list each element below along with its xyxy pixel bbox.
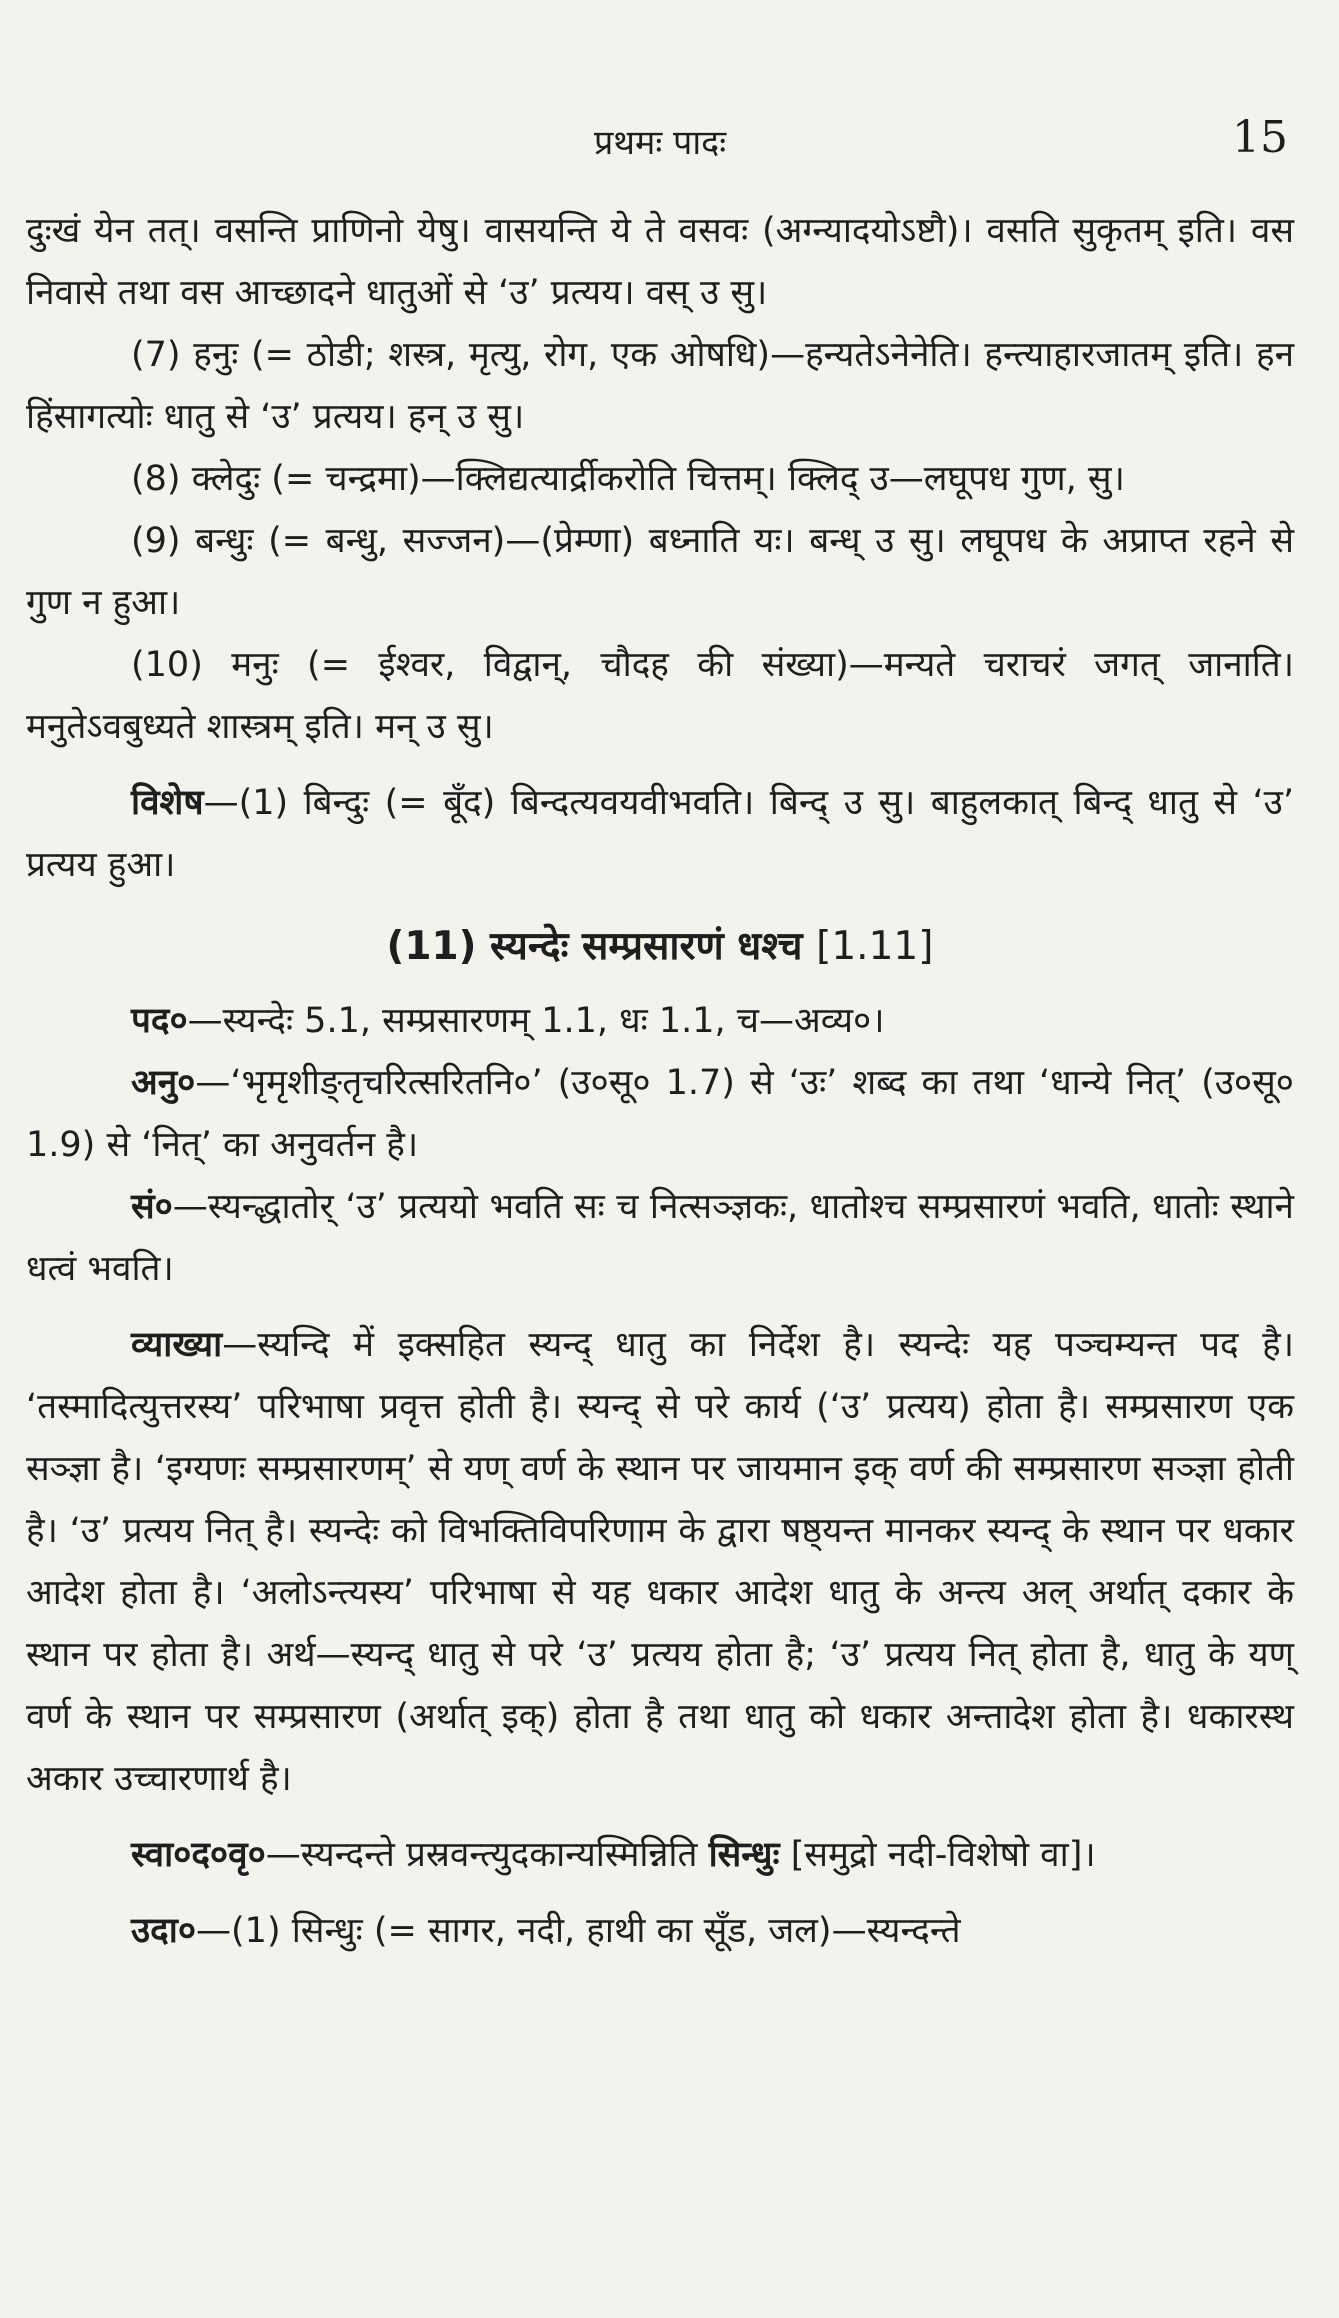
pada-label: पद० [131, 1001, 188, 1041]
svo-text-b: [समुद्रो नदी-विशेषो वा]। [779, 1835, 1096, 1875]
sam-label: सं० [131, 1187, 173, 1227]
svo-bold-word: सिन्धुः [708, 1835, 780, 1875]
vyakhya-text: —स्यन्दि में इक्सहित स्यन्द् धातु का निर्देश है। स्यन्देः यह पञ्चम्यन्त पद है। ‘तस्मादित्युत्तरस्य’ परिभाषा प्रवृत्त होती है। स्यन्द् से परे कार्य (‘उ’ प्रत्यय) होता है। सम्प्रसारण एक सञ्ज्ञा है। ‘इग्यणः सम्प्रसारणम्’ से यण् वर्ण के स्थान पर जायमान इक् वर्ण की सम्प्रसारण सञ्ज्ञा होती है। ‘उ’ प्रत्यय नित् है। स्यन्देः को विभक्तिविपरिणाम के द्वारा षष्ठ्यन्त मानकर स्यन्द् के स्थान पर धकार आदेश होता है। ‘अलोऽन्त्यस्य’ परिभाषा से यह धकार आदेश धातु के अन्त्य अल् अर्थात् दकार के स्थान पर होता है। अर्थ—स्यन्द् धातु से परे ‘उ’ प्रत्यय होता है; ‘उ’ प्रत्यय नित् होता है, धातु के यण् वर्ण के स्थान पर सम्प्रसारण (अर्थात् इक्) होता है तथा धातु को धकार अन्तादेश होता है। धकारस्थ अकार उच्चारणार्थ है। [26, 1325, 1294, 1799]
paragraph-svo [26, 1824, 1294, 1886]
paragraph-bandhu: (9) बन्धुः (= बन्धु, सज्जन)—(प्रेम्णा) बध्नाति यः। बन्ध् उ सु। लघूपध के अप्राप्त रहने से गुण न हुआ। [26, 521, 1294, 623]
page-body [26, 200, 1294, 1962]
uda-label: उदा० [131, 1911, 197, 1951]
uda-text: —(1) सिन्धुः (= सागर, नदी, हाथी का सूँड, जल)—स्यन्दन्ते [196, 1911, 961, 1951]
paragraph-1: दुःखं येन तत्। वसन्ति प्राणिनो येषु। वासयन्ति ये ते वसवः (अग्न्यादयोऽष्टौ)। वसति सुकृतम् इति। वस निवासे तथा वस आच्छादने धातुओं से ‘उ’ प्रत्यय। वस् उ सु। [26, 211, 1294, 313]
paragraph-uda [26, 1900, 1294, 1962]
paragraph-manu: (10) मनुः (= ईश्वर, विद्वान्, चौदह की संख्या)—मन्यते चराचरं जगत् जानाति। मनुतेऽवबुध्यते शास्त्रम् इति। मन् उ सु। [26, 645, 1294, 747]
page-number: 15 [1232, 112, 1288, 163]
section-ref: [1.11] [816, 924, 934, 969]
paragraph-vyakhya [26, 1314, 1294, 1810]
anu-label: अनु० [131, 1063, 196, 1103]
paragraph-sam [26, 1176, 1294, 1300]
paragraph-kledu: (8) क्लेदुः (= चन्द्रमा)—क्लिद्यत्यार्द्रीकरोति चित्तम्। क्लिद् उ—लघूपध गुण, सु। [131, 459, 1125, 499]
section-title [26, 914, 1294, 980]
paragraph-hanu: (7) हनुः (= ठोडी; शस्त्र, मृत्यु, रोग, एक ओषधि)—हन्यतेऽनेनेति। हन्त्याहारजातम् इति। हन हिंसागत्योः धातु से ‘उ’ प्रत्यय। हन् उ सु। [26, 335, 1294, 437]
vishesh-label: विशेष [131, 783, 204, 823]
section-title-text: (11) स्यन्देः सम्प्रसारणं धश्च [386, 924, 803, 969]
paragraph-pada [26, 990, 1294, 1052]
svo-label: स्वा०द०वृ० [131, 1835, 266, 1875]
sam-text: —स्यन्द्धातोर् ‘उ’ प्रत्ययो भवति सः च नित्सञ्ज्ञकः, धातोश्च सम्प्रसारणं भवति, धातोः स्थाने धत्वं भवति। [26, 1187, 1294, 1289]
page-header [26, 0, 1294, 200]
vyakhya-label: व्याख्या [131, 1325, 223, 1365]
anu-text: —‘भृमृशीङ्तृचरित्सरितनि०’ (उ०सू० 1.7) से ‘उः’ शब्द का तथा ‘धान्ये नित्’ (उ०सू० 1.9) से ‘नित्’ का अनुवर्तन है। [26, 1063, 1294, 1165]
pada-text: —स्यन्देः 5.1, सम्प्रसारणम् 1.1, धः 1.1, च—अव्य०। [187, 1001, 885, 1041]
svo-text-a: —स्यन्दन्ते प्रस्रवन्त्युदकान्यस्मिन्निति [265, 1835, 698, 1875]
paragraph-vishesh [26, 772, 1294, 896]
vishesh-text: —(1) बिन्दुः (= बूँद) बिन्दत्यवयवीभवति। बिन्द् उ सु। बाहुलकात् बिन्द् धातु से ‘उ’ प्रत्यय हुआ। [26, 783, 1294, 885]
running-head: प्रथमः पादः [593, 123, 727, 163]
paragraph-anu [26, 1052, 1294, 1176]
